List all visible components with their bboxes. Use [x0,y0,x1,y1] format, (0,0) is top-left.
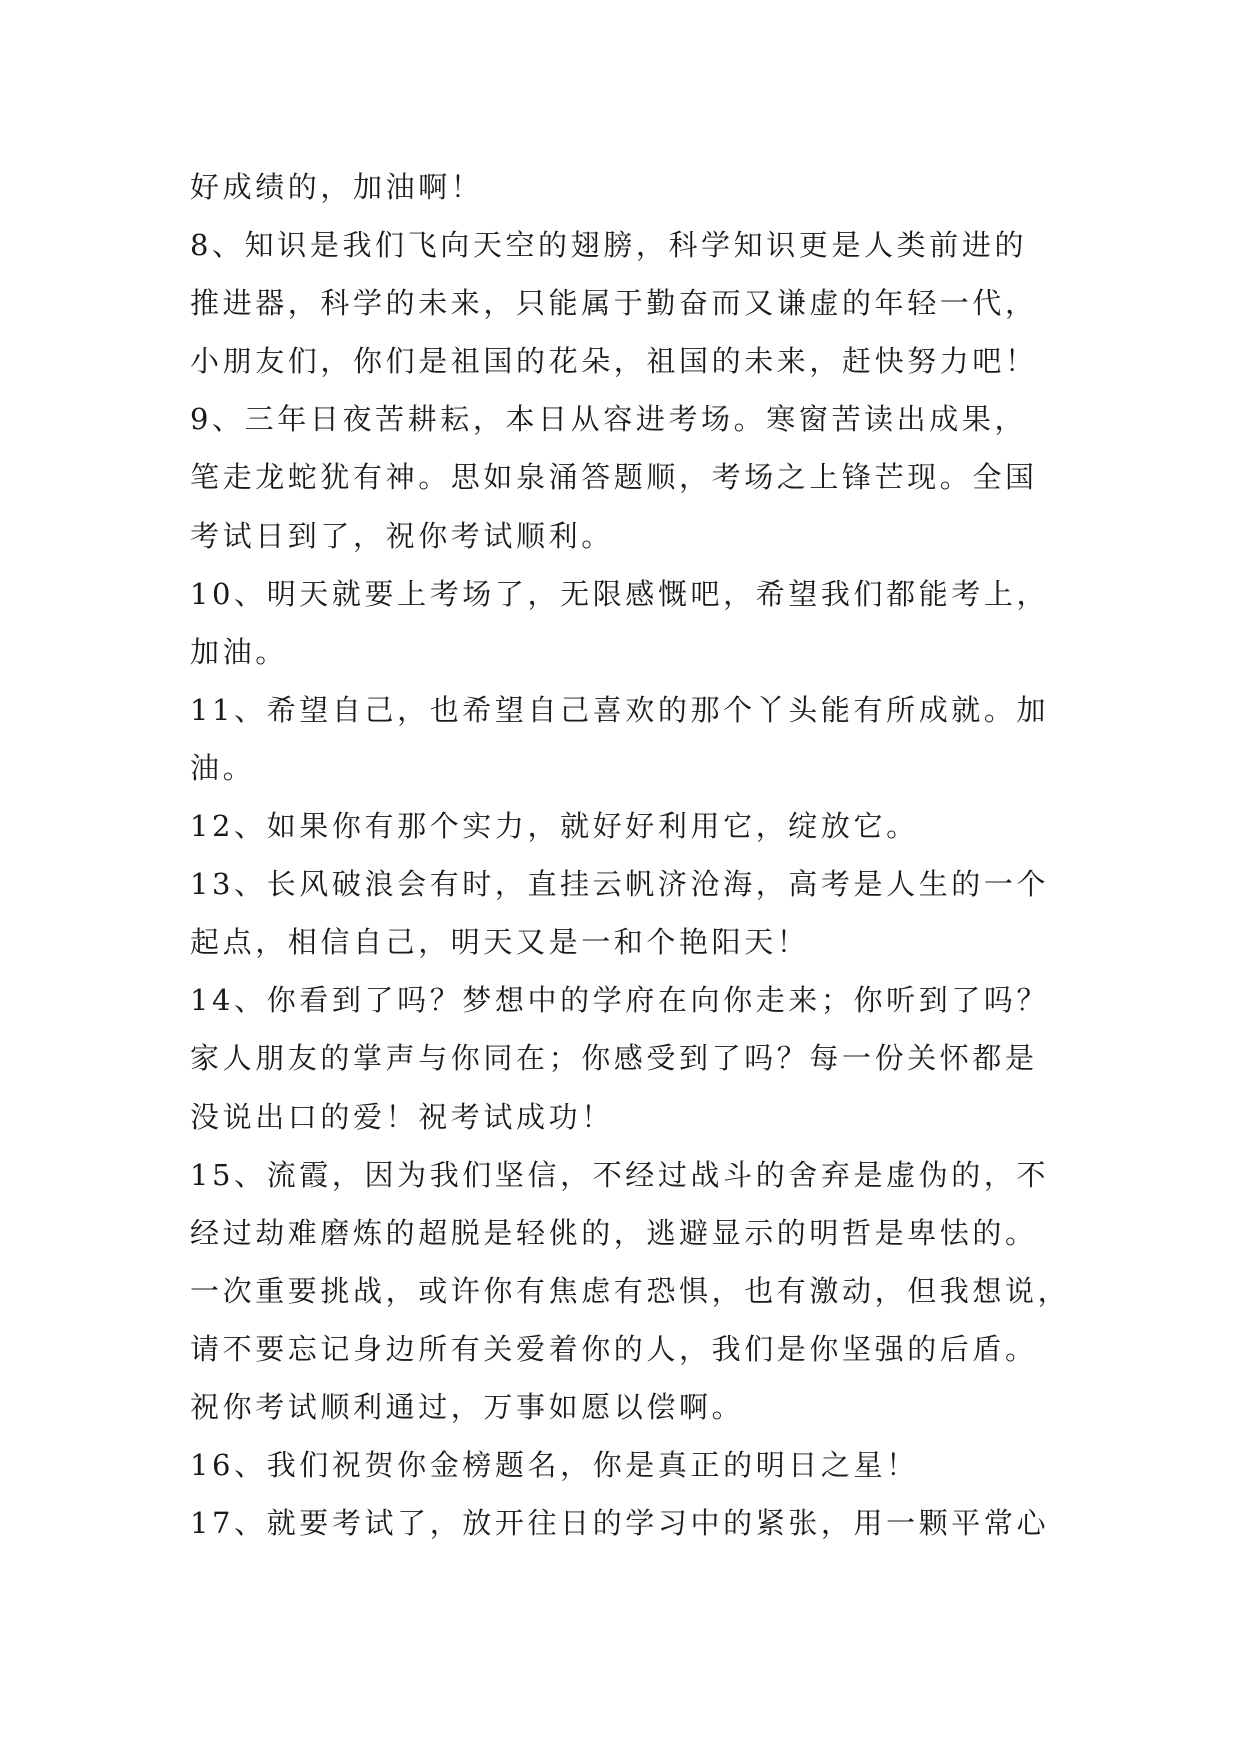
text-line: 推进器，科学的未来，只能属于勤奋而又谦虚的年轻一代， [190,286,1038,321]
text-line: 没说出口的爱！祝考试成功！ [190,1099,614,1134]
text-line: 笔走龙蛇犹有神。思如泉涌答题顺，考场之上锋芒现。全国 [190,460,1038,495]
text-line: 15、流霞，因为我们坚信，不经过战斗的舍弃是虚伪的，不 [190,1157,1050,1192]
text-line: 小朋友们，你们是祖国的花朵，祖国的未来，赶快努力吧！ [190,344,1038,379]
text-line: 经过劫难磨炼的超脱是轻佻的，逃避显示的明哲是卑怯的。 [190,1215,1038,1250]
text-line: 10、明天就要上考场了，无限感慨吧，希望我们都能考上， [190,576,1050,611]
text-line: 好成绩的，加油啊！ [190,170,484,204]
text-line: 祝你考试顺利通过，万事如愿以偿啊。 [190,1389,745,1424]
text-line: 油。 [190,750,256,785]
text-line: 12、如果你有那个实力，就好好利用它，绽放它。 [190,809,919,844]
text-line: 考试日到了，祝你考试顺利。 [190,518,614,553]
text-line: 加油。 [190,634,288,669]
document-body [190,158,1070,1552]
text-line: 家人朋友的掌声与你同在；你感受到了吗？每一份关怀都是 [190,1041,1038,1076]
text-line: 一次重要挑战，或许你有焦虑有恐惧，也有激动，但我想说， [190,1273,1071,1308]
text-line: 9、三年日夜苦耕耘，本日从容进考场。寒窗苦读出成果， [190,402,1028,437]
text-line: 17、就要考试了，放开往日的学习中的紧张，用一颗平常心 [190,1506,1050,1541]
text-line: 请不要忘记身边所有关爱着你的人，我们是你坚强的后盾。 [190,1331,1038,1366]
text-line: 16、我们祝贺你金榜题名，你是真正的明日之星！ [190,1448,919,1483]
text-line: 起点，相信自己，明天又是一和个艳阳天！ [190,925,810,960]
text-line: 11、希望自己，也希望自己喜欢的那个丫头能有所成就。加 [190,692,1050,727]
text-line: 14、你看到了吗？梦想中的学府在向你走来；你听到了吗？ [190,983,1050,1018]
text-line: 13、长风破浪会有时，直挂云帆济沧海，高考是人生的一个 [190,867,1050,902]
text-line: 8、知识是我们飞向天空的翅膀，科学知识更是人类前进的 [190,228,1028,263]
